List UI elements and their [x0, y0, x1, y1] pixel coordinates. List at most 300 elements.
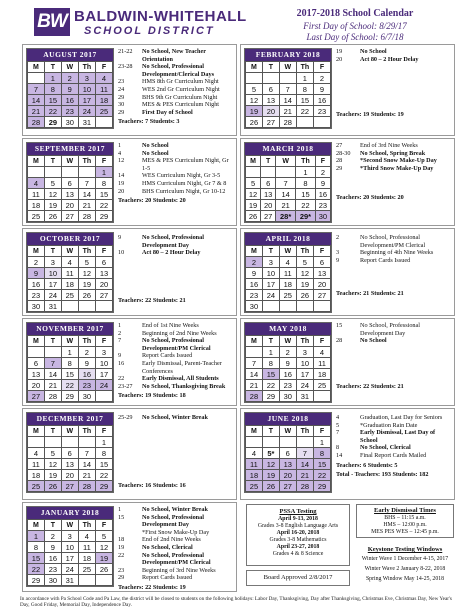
calendar-day-cell: 21 — [279, 106, 296, 117]
pssa-line: Grades 4 & 8 Science — [272, 551, 324, 557]
calendar-day-cell: 2 — [61, 73, 78, 84]
calendar-day-cell: 11 — [28, 189, 45, 200]
notes-aug — [118, 48, 234, 126]
calendar-day-cell: 22 — [28, 564, 45, 575]
month-title: FEBRUARY 2018 — [245, 49, 331, 61]
calendar-day-cell — [44, 437, 61, 448]
pssa-line: April 23-27, 2018 — [276, 544, 320, 550]
calendar-day-cell: 16 — [315, 189, 330, 200]
calendar-day-cell: 14 — [44, 369, 61, 380]
calendar-day-cell: 5* — [262, 448, 279, 459]
month-grid — [27, 155, 113, 222]
calendar-day-cell: 7 — [44, 358, 61, 369]
calendar-day-cell: F — [96, 336, 113, 347]
calendar-day-cell: 21 — [246, 380, 263, 391]
note-item: 9 Report Cards Issued — [118, 352, 193, 360]
calendar-day-cell: 16 — [279, 369, 296, 380]
calendar-day-cell: 31 — [61, 575, 78, 586]
calendar-day-cell: 14 — [296, 459, 313, 470]
calendar-day-cell: 20 — [314, 279, 331, 290]
last-day-line: Last Day of School: 6/7/18 — [306, 32, 404, 42]
calendar-day-cell: 11 — [96, 84, 113, 95]
pssa-line: Grades 3-8 English Language Arts — [257, 523, 339, 529]
month-title: APRIL 2018 — [245, 233, 331, 245]
calendar-title: 2017-2018 School Calendar — [296, 8, 414, 19]
calendar-day-cell — [28, 73, 45, 84]
month-grid — [245, 245, 331, 312]
calendar-day-cell: 18 — [28, 200, 45, 211]
calendar-day-cell: 5 — [296, 257, 313, 268]
early-dismissal-box — [356, 504, 454, 538]
calendar-day-cell: 6 — [61, 178, 78, 189]
calendar-day-cell: 24 — [262, 290, 279, 301]
calendar-day-cell: Th — [296, 246, 313, 257]
note-item: 29 Report Cards Issued — [118, 574, 193, 582]
note-item: 23 HMS 8th Gr Curriculum Night — [118, 78, 219, 86]
calendar-day-cell: 26 — [296, 290, 313, 301]
calendar-day-cell: 19 — [96, 553, 113, 564]
calendar-feb — [244, 48, 332, 129]
calendar-day-cell: 26 — [246, 117, 263, 128]
keystone-line: Winter Wave 1 December 4-15, 2017 — [361, 556, 449, 562]
calendar-day-cell — [262, 437, 279, 448]
calendar-day-cell: 31 — [296, 391, 313, 402]
calendar-day-cell: M — [28, 426, 45, 437]
calendar-day-cell: 8 — [296, 178, 316, 189]
calendar-day-cell — [78, 437, 95, 448]
calendar-day-cell: 15 — [296, 189, 316, 200]
calendar-day-cell: 17 — [96, 369, 113, 380]
calendar-day-cell: 23 — [78, 380, 95, 391]
district-logo: BW — [34, 8, 70, 36]
calendar-day-cell: 5 — [78, 257, 95, 268]
note-item: 14 WES Curriculum Night, Gr 3-5 — [118, 172, 221, 180]
calendar-day-cell: 18 — [246, 470, 263, 481]
calendar-day-cell: 23 — [315, 200, 330, 211]
calendar-day-cell: 8 — [296, 84, 313, 95]
calendar-day-cell: 5 — [44, 448, 61, 459]
day-tally: Teachers: 6 Students: 5 — [336, 461, 398, 469]
calendar-day-cell: 6 — [61, 448, 78, 459]
calendar-day-cell: 10 — [96, 358, 113, 369]
month-title: JUNE 2018 — [245, 413, 331, 425]
calendar-day-cell: 1 — [96, 437, 113, 448]
calendar-day-cell: 4 — [96, 73, 113, 84]
calendar-day-cell — [28, 347, 45, 358]
calendar-day-cell: 19 — [246, 106, 263, 117]
calendar-day-cell: 25 — [246, 481, 263, 492]
calendar-day-cell: W — [61, 62, 78, 73]
board-approved: Board Approved 2/8/2017 — [246, 570, 350, 586]
calendar-day-cell: 29 — [96, 481, 113, 492]
day-tally: Teachers: 22 Students: 19 — [118, 583, 186, 591]
calendar-day-cell: F — [96, 520, 113, 531]
calendar-day-cell: 10 — [262, 268, 279, 279]
calendar-day-cell — [61, 167, 78, 178]
calendar-day-cell: 26 — [44, 481, 61, 492]
calendar-day-cell: 6 — [262, 84, 279, 95]
calendar-day-cell: 18 — [61, 279, 78, 290]
note-item: 4 Graduation, Last Day for Seniors — [336, 414, 443, 421]
day-tally: Teachers: 20 Students: 20 — [336, 194, 404, 202]
calendar-nov — [26, 322, 114, 403]
calendar-day-cell: T — [44, 246, 61, 257]
calendar-day-cell: 7 — [78, 448, 95, 459]
day-tally: Teachers: 22 Students: 21 — [118, 296, 186, 304]
calendar-day-cell: M — [28, 156, 45, 167]
calendar-day-cell: W — [279, 426, 296, 437]
note-item: 14 Final Report Cards Mailed — [336, 451, 427, 459]
calendar-day-cell: 15 — [296, 95, 313, 106]
calendar-day-cell: 12 — [246, 95, 263, 106]
notes-may — [336, 322, 452, 390]
calendar-day-cell: 27 — [96, 290, 113, 301]
calendar-day-cell: 19 — [246, 200, 261, 211]
calendar-day-cell: 13 — [28, 369, 45, 380]
calendar-day-cell: 15 — [44, 95, 61, 106]
calendar-day-cell — [246, 73, 263, 84]
note-item: 10 Act 80 – 2 Hour Delay — [118, 249, 201, 257]
notes-jun — [336, 414, 454, 479]
first-day-line: First Day of School: 8/29/17 — [303, 21, 407, 31]
calendar-day-cell — [279, 301, 296, 312]
calendar-day-cell — [246, 347, 263, 358]
note-item: 25-29 No School, Winter Break — [118, 414, 208, 421]
pssa-line: April 16-20, 2018 — [276, 530, 320, 536]
note-item: 29 First Day of School — [118, 108, 193, 116]
calendar-day-cell: 13 — [261, 189, 276, 200]
calendar-day-cell: 3 — [61, 531, 78, 542]
notes-feb — [336, 48, 452, 119]
month-title: AUGUST 2017 — [27, 49, 113, 61]
early-dismissal-line: MES PES WES – 12:45 p.m. — [371, 529, 439, 535]
calendar-day-cell: 24 — [44, 290, 61, 301]
calendar-day-cell: 1 — [96, 167, 113, 178]
month-title: SEPTEMBER 2017 — [27, 143, 113, 155]
calendar-day-cell — [44, 347, 61, 358]
day-tally: Teachers: 21 Students: 21 — [336, 290, 404, 298]
calendar-jun — [244, 412, 332, 493]
calendar-day-cell: 26 — [78, 290, 95, 301]
calendar-day-cell: 28 — [44, 391, 61, 402]
calendar-day-cell: T — [44, 156, 61, 167]
calendar-day-cell: T — [44, 336, 61, 347]
early-dismissal-line: BHS – 11:15 a.m. — [384, 515, 426, 521]
calendar-jan — [26, 506, 114, 587]
note-item: 23-27 No School, Thanksgiving Break — [118, 382, 226, 390]
calendar-day-cell: 29 — [314, 481, 331, 492]
calendar-day-cell: 15 — [28, 553, 45, 564]
note-item: 21-22 No School, New Teacher Orientation — [118, 48, 206, 63]
calendar-day-cell — [28, 437, 45, 448]
calendar-day-cell: 20 — [96, 279, 113, 290]
calendar-day-cell: Th — [78, 520, 95, 531]
calendar-day-cell: 6 — [28, 358, 45, 369]
calendar-day-cell: 23 — [61, 106, 78, 117]
calendar-day-cell: 15 — [96, 189, 113, 200]
calendar-day-cell: 8 — [96, 178, 113, 189]
calendar-day-cell — [314, 117, 331, 128]
calendar-day-cell — [78, 301, 95, 312]
calendar-day-cell: 9 — [314, 84, 331, 95]
calendar-day-cell: W — [276, 156, 296, 167]
calendar-day-cell: 25 — [28, 481, 45, 492]
calendar-day-cell: 9 — [279, 358, 296, 369]
calendar-day-cell: 3 — [78, 73, 95, 84]
calendar-day-cell: 18 — [96, 95, 113, 106]
calendar-day-cell: 13 — [262, 95, 279, 106]
calendar-day-cell: 18 — [279, 279, 296, 290]
calendar-day-cell: 20 — [262, 106, 279, 117]
calendar-day-cell: 24 — [296, 380, 313, 391]
note-item: 1 End of 1st Nine Weeks — [118, 322, 199, 329]
calendar-day-cell: M — [28, 246, 45, 257]
calendar-day-cell: F — [314, 336, 331, 347]
note-item: 15 No School, Professional Development Day — [118, 513, 204, 529]
note-item: 28 *Second Snow Make-Up Day — [336, 157, 437, 165]
calendar-day-cell: 28 — [78, 481, 95, 492]
calendar-day-cell: Th — [78, 426, 95, 437]
calendar-day-cell: 8 — [314, 448, 331, 459]
calendar-day-cell: 14 — [276, 189, 296, 200]
calendar-day-cell: 3 — [262, 257, 279, 268]
calendar-day-cell: 1 — [61, 347, 78, 358]
calendar-day-cell: 14 — [28, 95, 45, 106]
calendar-day-cell: 12 — [78, 268, 95, 279]
calendar-day-cell: 3 — [96, 347, 113, 358]
calendar-day-cell: 19 — [44, 470, 61, 481]
calendar-day-cell: 7 — [246, 358, 263, 369]
calendar-day-cell: 28 — [28, 117, 45, 128]
note-item: 9 No School, Professional Development Day — [118, 234, 204, 249]
pssa-testing-box — [246, 504, 350, 566]
calendar-day-cell: 25 — [78, 564, 95, 575]
calendar-day-cell — [296, 117, 313, 128]
calendar-day-cell: 13 — [314, 268, 331, 279]
calendar-day-cell: 3 — [44, 257, 61, 268]
day-tally: Teachers: 16 Students: 16 — [118, 481, 186, 489]
calendar-oct — [26, 232, 114, 313]
note-item: 22 No School, Professional Development/PM Clerical — [118, 551, 211, 567]
calendar-day-cell: M — [246, 156, 261, 167]
calendar-day-cell: 10 — [44, 268, 61, 279]
calendar-day-cell: 21 — [44, 380, 61, 391]
calendar-day-cell: T — [262, 336, 279, 347]
month-grid — [245, 155, 331, 222]
calendar-day-cell — [246, 167, 261, 178]
calendar-day-cell: 9 — [246, 268, 263, 279]
calendar-day-cell: 20 — [61, 200, 78, 211]
calendar-day-cell: M — [246, 62, 263, 73]
calendar-day-cell: 1 — [296, 73, 313, 84]
calendar-day-cell: 4 — [314, 347, 331, 358]
calendar-day-cell: 14 — [78, 459, 95, 470]
calendar-day-cell: 18 — [28, 470, 45, 481]
calendar-day-cell: 27 — [279, 481, 296, 492]
calendar-day-cell: 22 — [96, 470, 113, 481]
keystone-line: Winter Wave 2 January 8-22, 2018 — [364, 566, 446, 572]
calendar-day-cell: 27 — [262, 117, 279, 128]
note-item: 22 Early Dismissal, All Students — [118, 375, 219, 383]
calendar-day-cell: 13 — [61, 189, 78, 200]
calendar-day-cell — [96, 391, 113, 402]
calendar-day-cell: 24 — [78, 106, 95, 117]
calendar-day-cell: 25 — [314, 380, 331, 391]
calendar-day-cell: 30 — [44, 575, 61, 586]
calendar-day-cell: 5 — [246, 178, 261, 189]
notes-apr — [336, 234, 452, 298]
calendar-day-cell: 27 — [314, 290, 331, 301]
month-grid — [245, 425, 331, 492]
calendar-day-cell: 9 — [315, 178, 330, 189]
calendar-day-cell: 23 — [279, 380, 296, 391]
calendar-day-cell — [61, 301, 78, 312]
calendar-day-cell: 7 — [279, 84, 296, 95]
calendar-day-cell: 12 — [296, 268, 313, 279]
day-tally: Teachers: 20 Students: 20 — [118, 197, 186, 205]
note-item: 12 MES & PES Curriculum Night, Gr 1-5 — [118, 157, 229, 172]
calendar-day-cell — [96, 575, 113, 586]
calendar-day-cell: 29* — [296, 211, 316, 222]
note-item: 15 No School, Professional Development Day — [336, 322, 420, 337]
notes-dec — [118, 414, 234, 489]
calendar-day-cell: 19 — [78, 279, 95, 290]
calendar-day-cell: 5 — [96, 531, 113, 542]
calendar-day-cell: M — [246, 246, 263, 257]
calendar-day-cell: Th — [296, 336, 313, 347]
calendar-day-cell: 9 — [61, 84, 78, 95]
note-item: 2 Beginning of 2nd Nine Weeks — [118, 329, 217, 337]
calendar-day-cell: M — [28, 62, 45, 73]
calendar-day-cell: 28 — [279, 117, 296, 128]
calendar-day-cell: 28 — [78, 211, 95, 222]
calendar-aug — [26, 48, 114, 129]
calendar-day-cell: 20 — [28, 380, 45, 391]
day-tally: Teachers: 19 Students: 19 — [336, 111, 404, 119]
calendar-day-cell: 6 — [279, 448, 296, 459]
calendar-day-cell: 22 — [96, 200, 113, 211]
calendar-day-cell: 29 — [61, 391, 78, 402]
calendar-day-cell: 12 — [262, 459, 279, 470]
keystone-line: Spring Window May 14-25, 2018 — [365, 576, 445, 582]
calendar-day-cell: T — [44, 426, 61, 437]
pssa-line: Grades 3-8 Mathematics — [269, 537, 327, 543]
calendar-day-cell: 26 — [44, 211, 61, 222]
calendar-day-cell — [314, 301, 331, 312]
month-title: DECEMBER 2017 — [27, 413, 113, 425]
pssa-title: PSSA Testing — [279, 508, 317, 515]
calendar-day-cell: 19 — [44, 200, 61, 211]
note-item: 4 No School — [118, 149, 169, 157]
year-total: Total - Teachers: 193 Students: 182 — [336, 471, 429, 479]
calendar-day-cell — [96, 301, 113, 312]
note-item: 28-30 No School, Spring Break — [336, 149, 426, 157]
calendar-day-cell: 7 — [78, 178, 95, 189]
month-grid — [27, 519, 113, 586]
calendar-day-cell: 14 — [78, 189, 95, 200]
note-item: 8 No School, Clerical — [336, 444, 411, 452]
calendar-day-cell: 21 — [296, 470, 313, 481]
calendar-day-cell: 22 — [314, 470, 331, 481]
calendar-day-cell: 1 — [44, 73, 61, 84]
calendar-day-cell: 25 — [279, 290, 296, 301]
calendar-day-cell: 4 — [61, 257, 78, 268]
note-item: 19 No School — [336, 48, 387, 55]
note-item: 20 BHS Curriculum Night, Gr 10-12 — [118, 187, 226, 195]
calendar-day-cell: 1 — [262, 347, 279, 358]
calendar-day-cell: M — [246, 426, 263, 437]
calendar-day-cell: 23 — [44, 564, 61, 575]
calendar-day-cell: 6 — [261, 178, 276, 189]
calendar-day-cell: 25 — [28, 211, 45, 222]
note-item: 23-28 No School, Professional Development/Clerical Days — [118, 63, 214, 78]
notes-mar — [336, 142, 452, 202]
calendar-day-cell: 6 — [314, 257, 331, 268]
calendar-day-cell: 28* — [276, 211, 296, 222]
calendar-day-cell: 10 — [61, 542, 78, 553]
month-title: OCTOBER 2017 — [27, 233, 113, 245]
calendar-day-cell: 21 — [276, 200, 296, 211]
calendar-day-cell: 8 — [96, 448, 113, 459]
calendar-day-cell: 3 — [296, 347, 313, 358]
note-item: 7 Early Dismissal, Last Day of School — [336, 429, 436, 444]
calendar-day-cell: 15 — [96, 459, 113, 470]
calendar-day-cell — [296, 301, 313, 312]
calendar-day-cell: 9 — [28, 268, 45, 279]
calendar-day-cell: 2 — [78, 347, 95, 358]
calendar-day-cell: T — [44, 62, 61, 73]
calendar-day-cell: Th — [78, 246, 95, 257]
note-item: 20 Act 80 – 2 Hour Delay — [336, 55, 419, 63]
calendar-day-cell: Th — [296, 426, 313, 437]
notes-oct — [118, 234, 234, 304]
month-title: NOVEMBER 2017 — [27, 323, 113, 335]
district-name: BALDWIN-WHITEHALL — [74, 8, 247, 25]
calendar-day-cell: 2 — [28, 257, 45, 268]
note-item: 16 Early Dismissal, Parent-Teacher Conferences — [118, 359, 222, 375]
calendar-day-cell: W — [279, 62, 296, 73]
calendar-apr — [244, 232, 332, 313]
calendar-day-cell: 10 — [296, 358, 313, 369]
calendar-day-cell: 30 — [28, 301, 45, 312]
calendar-day-cell: F — [315, 156, 330, 167]
calendar-day-cell: 18 — [78, 553, 95, 564]
calendar-day-cell: 24 — [61, 564, 78, 575]
calendar-day-cell: 23 — [246, 290, 263, 301]
calendar-day-cell: 21 — [28, 106, 45, 117]
calendar-day-cell: 22 — [296, 200, 316, 211]
calendar-day-cell — [262, 301, 279, 312]
calendar-day-cell: 20 — [279, 470, 296, 481]
calendar-day-cell: 22 — [262, 380, 279, 391]
month-grid — [27, 425, 113, 492]
note-item: 1 No School — [118, 142, 169, 149]
calendar-day-cell: 14 — [279, 95, 296, 106]
calendar-day-cell: 19 — [296, 279, 313, 290]
calendar-day-cell: T — [262, 426, 279, 437]
calendar-day-cell: M — [28, 336, 45, 347]
note-item: 28 No School — [336, 337, 387, 345]
calendar-day-cell: T — [262, 246, 279, 257]
keystone-title: Keystone Testing Windows — [367, 546, 443, 553]
notes-nov — [118, 322, 234, 400]
calendar-day-cell: F — [96, 246, 113, 257]
calendar-day-cell: 25 — [96, 106, 113, 117]
calendar-day-cell: 28 — [246, 391, 263, 402]
calendar-day-cell: 11 — [279, 268, 296, 279]
calendar-day-cell: 2 — [279, 347, 296, 358]
calendar-day-cell: 1 — [28, 531, 45, 542]
